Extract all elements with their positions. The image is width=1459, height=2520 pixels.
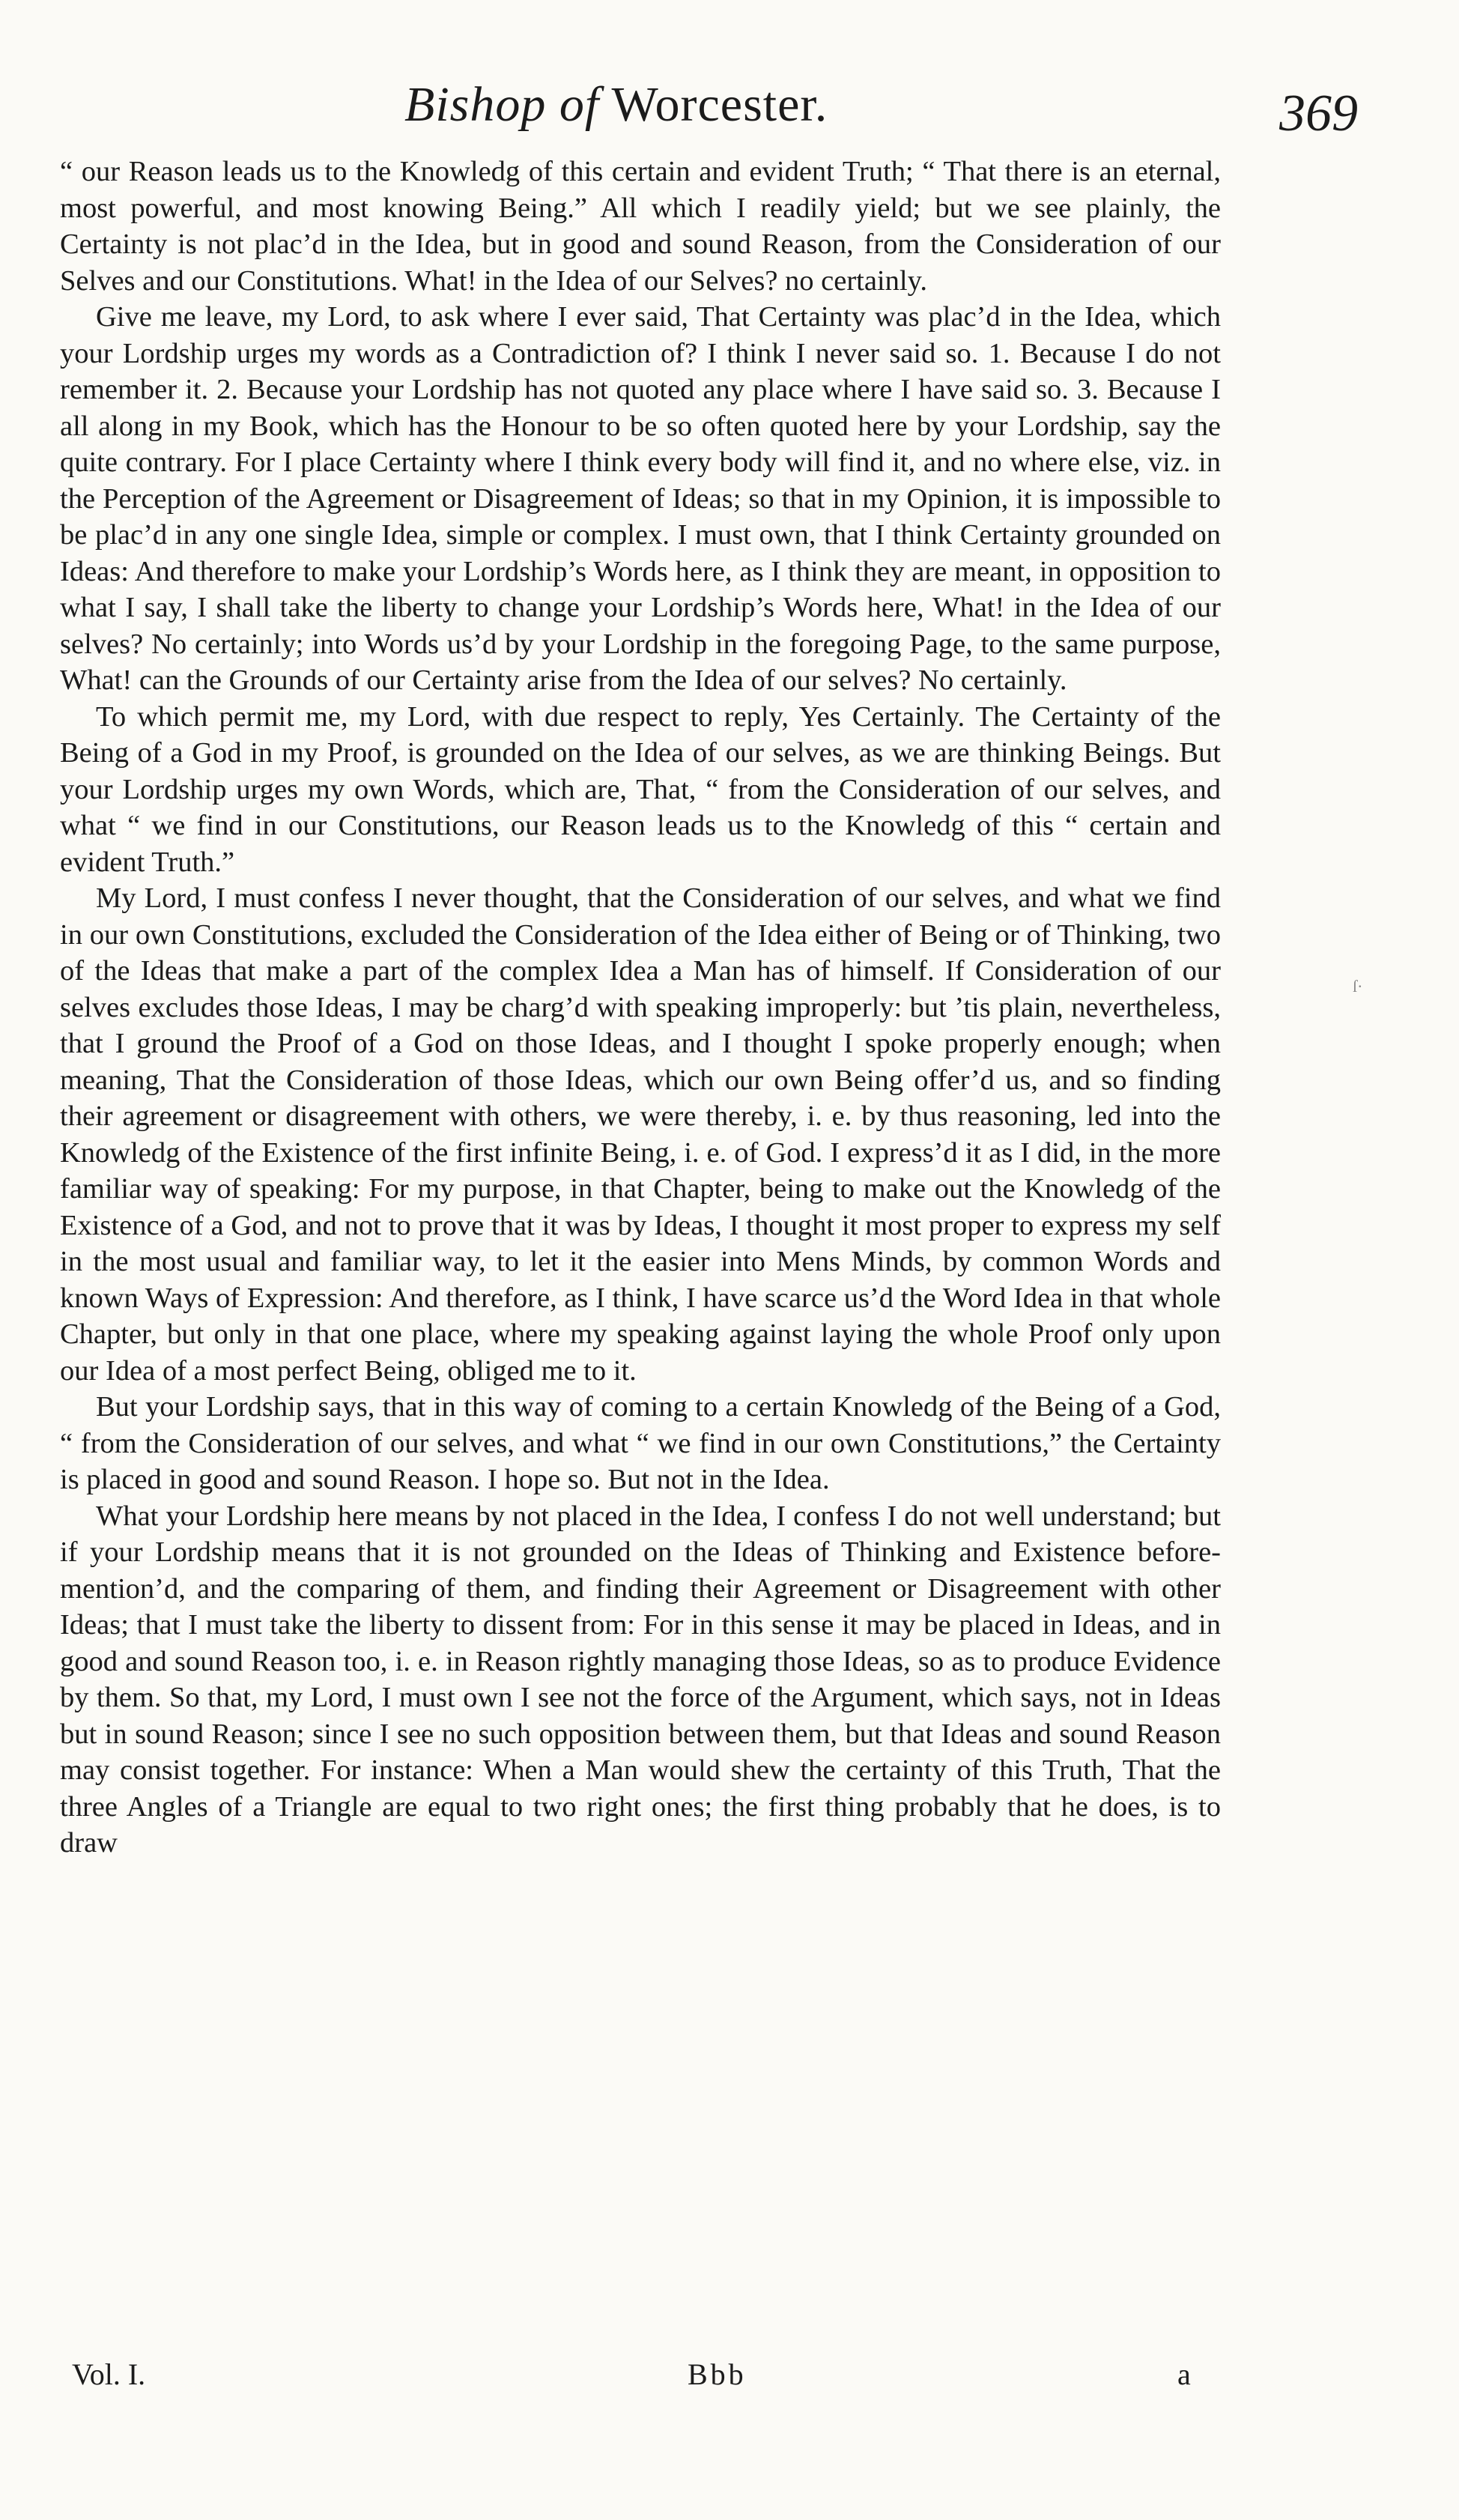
running-head — [0, 69, 1459, 151]
paragraph-6: What your Lordship here means by not placed in the Idea, I confess I do not well understand; but if your Lordship means that it is not grounded on the Ideas of Thinking and Existence before-mention’d, and the comparing of them, and finding their Agreement or Disagreement with other Ideas; that I must take the liberty to dissent from: For in this sense it may be placed in Ideas, and in good and sound Reason too, i. e. in Reason rightly managing those Ideas, so as to produce Evidence by them. So that, my Lord, I must own I see not the force of the Argument, which says, not in Ideas but in sound Reason; since I see no such opposition between them, but that Ideas and sound Reason may consist together. For instance: When a Man would shew the certainty of this Truth, That the three Angles of a Triangle are equal to two right ones; the first thing probably that he does, is to draw — [60, 1500, 1221, 1859]
margin-mark: ſ· — [1353, 977, 1363, 996]
paragraph-1: “ our Reason leads us to the Knowledg of this certain and evident Truth; “ That there is an eternal, most powerful, and most knowing Being.” All which I readily yield; but we see plainly, the Certainty is not plac’d in the Idea, but in good and sound Reason, from the Consideration of our Selves and our Constitutions. What! in the Idea of our Selves? no certainly. — [60, 156, 1221, 297]
running-title-roman: Worcester. — [611, 77, 828, 132]
paragraph-2: Give me leave, my Lord, to ask where I ever said, That Certainty was plac’d in the Idea, which your Lordship urges my words as a Contradiction of? I think I never said so. 1. Because I do not remember it. 2. Because your Lordship has not quoted any place where I have said so. 3. Because I all along in my Book, which has the Honour to be so often quoted here by your Lordship, say the quite contrary. For I place Certainty where I think every body will find it, and no where else, viz. in the Perception of the Agreement or Disagreement of Ideas; so that in my Opinion, it is impossible to be plac’d in any one single Idea, simple or complex. I must own, that I think Certainty grounded on Ideas: And therefore to make your Lordship’s Words here, as I think they are meant, in opposition to what I say, I shall take the liberty to change your Lordship’s Words here, What! in the Idea of our selves? No certainly; into Words us’d by your Lordship in the foregoing Page, to the same purpose, What! can the Grounds of our Certainty arise from the Idea of our selves? No certainly. — [60, 301, 1221, 696]
volume-label: Vol. I. — [72, 2357, 146, 2391]
page-footer — [0, 2357, 1459, 2402]
page-number: 369 — [1279, 85, 1358, 142]
paragraph-5: But your Lordship says, that in this way of coming to a certain Knowledg of the Being of a God, “ from the Consideration of our selves, and what “ we find in our own Constitutions,” the Certainty is placed in good and sound Reason. I hope so. But not in the Idea. — [60, 1391, 1221, 1495]
catchword: a — [1177, 2357, 1191, 2391]
signature-mark: Bbb — [688, 2357, 747, 2391]
paragraph-4: My Lord, I must confess I never thought, that the Consideration of our selves, and what we find in our own Constitutions, excluded the Consideration of the Idea either of Being or of Thinking, two of the Ideas that make a part of the complex Idea a Man has of himself. If Consideration of our selves excludes those Ideas, I may be charg’d with speaking improperly: but ’tis plain, nevertheless, that I ground the Proof of a God on those Ideas, and I thought I spoke properly enough; when meaning, That the Consideration of those Ideas, which our own Being offer’d us, and so finding their agreement or disagreement with others, we were thereby, i. e. by thus reasoning, led into the Knowledg of the Existence of the first infinite Being, i. e. of God. I express’d it as I did, in the more familiar way of speaking: For my purpose, in that Chapter, being to make out the Knowledg of the Existence of a God, and not to prove that it was by Ideas, I thought it most proper to express my self in the most usual and familiar way, to let it the easier into Mens Minds, by common Words and known Ways of Expression: And therefore, as I think, I have scarce us’d the Word Idea in that whole Chapter, but only in that one place, where my speaking against laying the whole Proof only upon our Idea of a most perfect Being, obliged me to it. — [60, 882, 1221, 1387]
running-title-italic: Bishop of — [404, 77, 600, 132]
paragraph-3: To which permit me, my Lord, with due respect to reply, Yes Certainly. The Certainty of the Being of a God in my Proof, is grounded on the Idea of our selves, as we are thinking Beings. But your Lordship urges my own Words, which are, That, “ from the Consideration of our selves, and what “ we find in our Constitutions, our Reason leads us to the Knowledg of this “ certain and evident Truth.” — [60, 700, 1221, 878]
body-text — [60, 154, 1221, 1862]
running-title — [404, 76, 828, 133]
